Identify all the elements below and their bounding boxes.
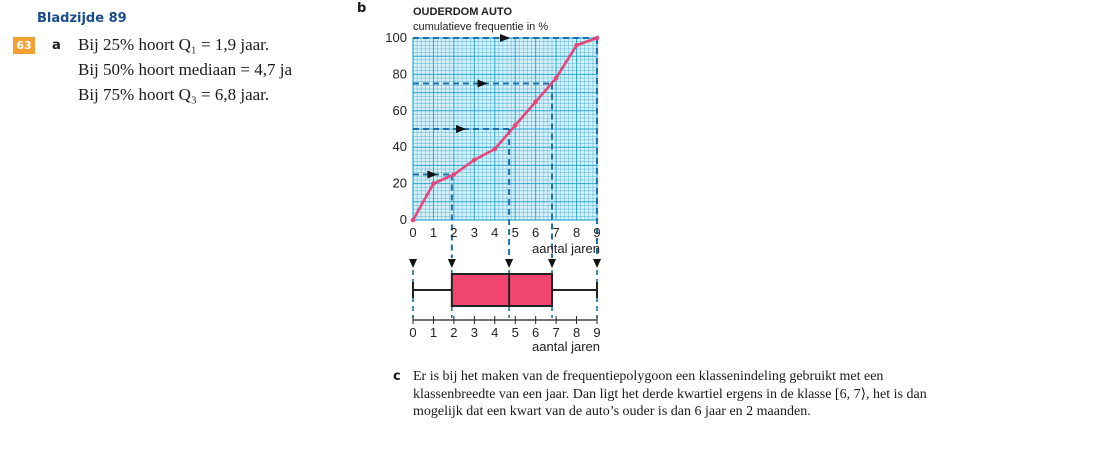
exercise-number-badge: 63 bbox=[13, 37, 35, 54]
y-tick-label: 0 bbox=[399, 212, 407, 227]
y-tick-labels bbox=[385, 30, 407, 227]
guide-arrow-down bbox=[448, 259, 456, 268]
part-b-letter: b bbox=[357, 1, 367, 16]
boxplot-x-tick-label: 5 bbox=[511, 325, 519, 340]
guide-arrow-down bbox=[593, 259, 601, 268]
guide-arrow-down bbox=[548, 259, 556, 268]
x-axis-label-top: aantal jaren bbox=[532, 241, 600, 256]
y-tick-label: 100 bbox=[385, 30, 407, 45]
y-tick-label: 40 bbox=[392, 139, 407, 155]
x-tick-label: 6 bbox=[532, 225, 540, 240]
boxplot-x-tick-label: 7 bbox=[552, 325, 560, 340]
part-a-line-1: Bij 25% hoort Q₁ = 1,9 jaar. bbox=[78, 35, 270, 54]
x-tick-label: 5 bbox=[511, 225, 519, 240]
data-point bbox=[492, 147, 497, 152]
x-tick-label: 4 bbox=[491, 225, 499, 240]
y-axis-label: cumulatieve frequentie in % bbox=[413, 21, 549, 33]
x-tick-label: 3 bbox=[470, 225, 478, 240]
data-point bbox=[533, 99, 538, 104]
boxplot-x-tick-label: 2 bbox=[450, 325, 458, 340]
part-a-line-2: Bij 50% hoort mediaan = 4,7 ja bbox=[78, 60, 293, 79]
data-point bbox=[554, 76, 559, 81]
y-tick-label: 80 bbox=[392, 66, 407, 82]
data-point bbox=[452, 172, 457, 177]
boxplot-x-tick-label: 0 bbox=[409, 325, 417, 340]
y-tick-label: 60 bbox=[392, 102, 407, 118]
x-tick-label: 8 bbox=[572, 225, 581, 240]
boxplot-x-tick-label: 9 bbox=[593, 325, 601, 340]
boxplot bbox=[413, 274, 597, 320]
chart-title: OUDERDOM AUTO bbox=[413, 6, 512, 18]
boxplot-x-tick-label: 6 bbox=[532, 325, 540, 340]
boxplot-x-tick-label: 3 bbox=[470, 325, 478, 340]
page-title: Bladzijde 89 bbox=[37, 11, 127, 26]
x-tick-label: 9 bbox=[593, 225, 601, 240]
data-point bbox=[411, 218, 416, 223]
data-point bbox=[574, 43, 579, 48]
x-tick-label: 7 bbox=[552, 225, 560, 240]
guide-arrow-down bbox=[505, 259, 513, 268]
guide-arrow-down bbox=[409, 259, 417, 268]
boxplot-x-tick-label: 8 bbox=[572, 325, 581, 340]
x-tick-labels bbox=[409, 225, 600, 240]
boxplot-x-tick-label: 1 bbox=[429, 325, 438, 340]
y-tick-label: 20 bbox=[392, 175, 407, 191]
x-tick-label: 0 bbox=[409, 225, 417, 240]
boxplot-x-tick-label: 4 bbox=[491, 325, 499, 340]
box-iqr bbox=[452, 274, 552, 306]
data-point bbox=[595, 36, 600, 41]
part-a-clip bbox=[0, 0, 330, 120]
part-c-text: Er is bij het maken van de frequentiepolygoon een klassenindeling gebruikt met een klassenbreedte van een jaar. Dan ligt het derde kwartiel ergens in de klasse [6, 7⟩, het is dan mogelijk dat een kwart van de auto’s ouder is dan 6 jaar en 2 maanden. bbox=[413, 369, 927, 419]
data-point bbox=[513, 123, 518, 128]
x-axis-label-bottom: aantal jaren bbox=[532, 339, 600, 354]
part-c-letter: c bbox=[393, 369, 401, 384]
data-point bbox=[472, 158, 477, 163]
x-tick-label: 2 bbox=[450, 225, 458, 240]
cumulative-frequency-chart bbox=[370, 0, 610, 360]
x-tick-label: 1 bbox=[429, 225, 438, 240]
part-a-line-3: Bij 75% hoort Q₃ = 6,8 jaar. bbox=[78, 85, 270, 104]
data-point bbox=[431, 181, 436, 186]
part-a-letter: a bbox=[52, 38, 61, 53]
